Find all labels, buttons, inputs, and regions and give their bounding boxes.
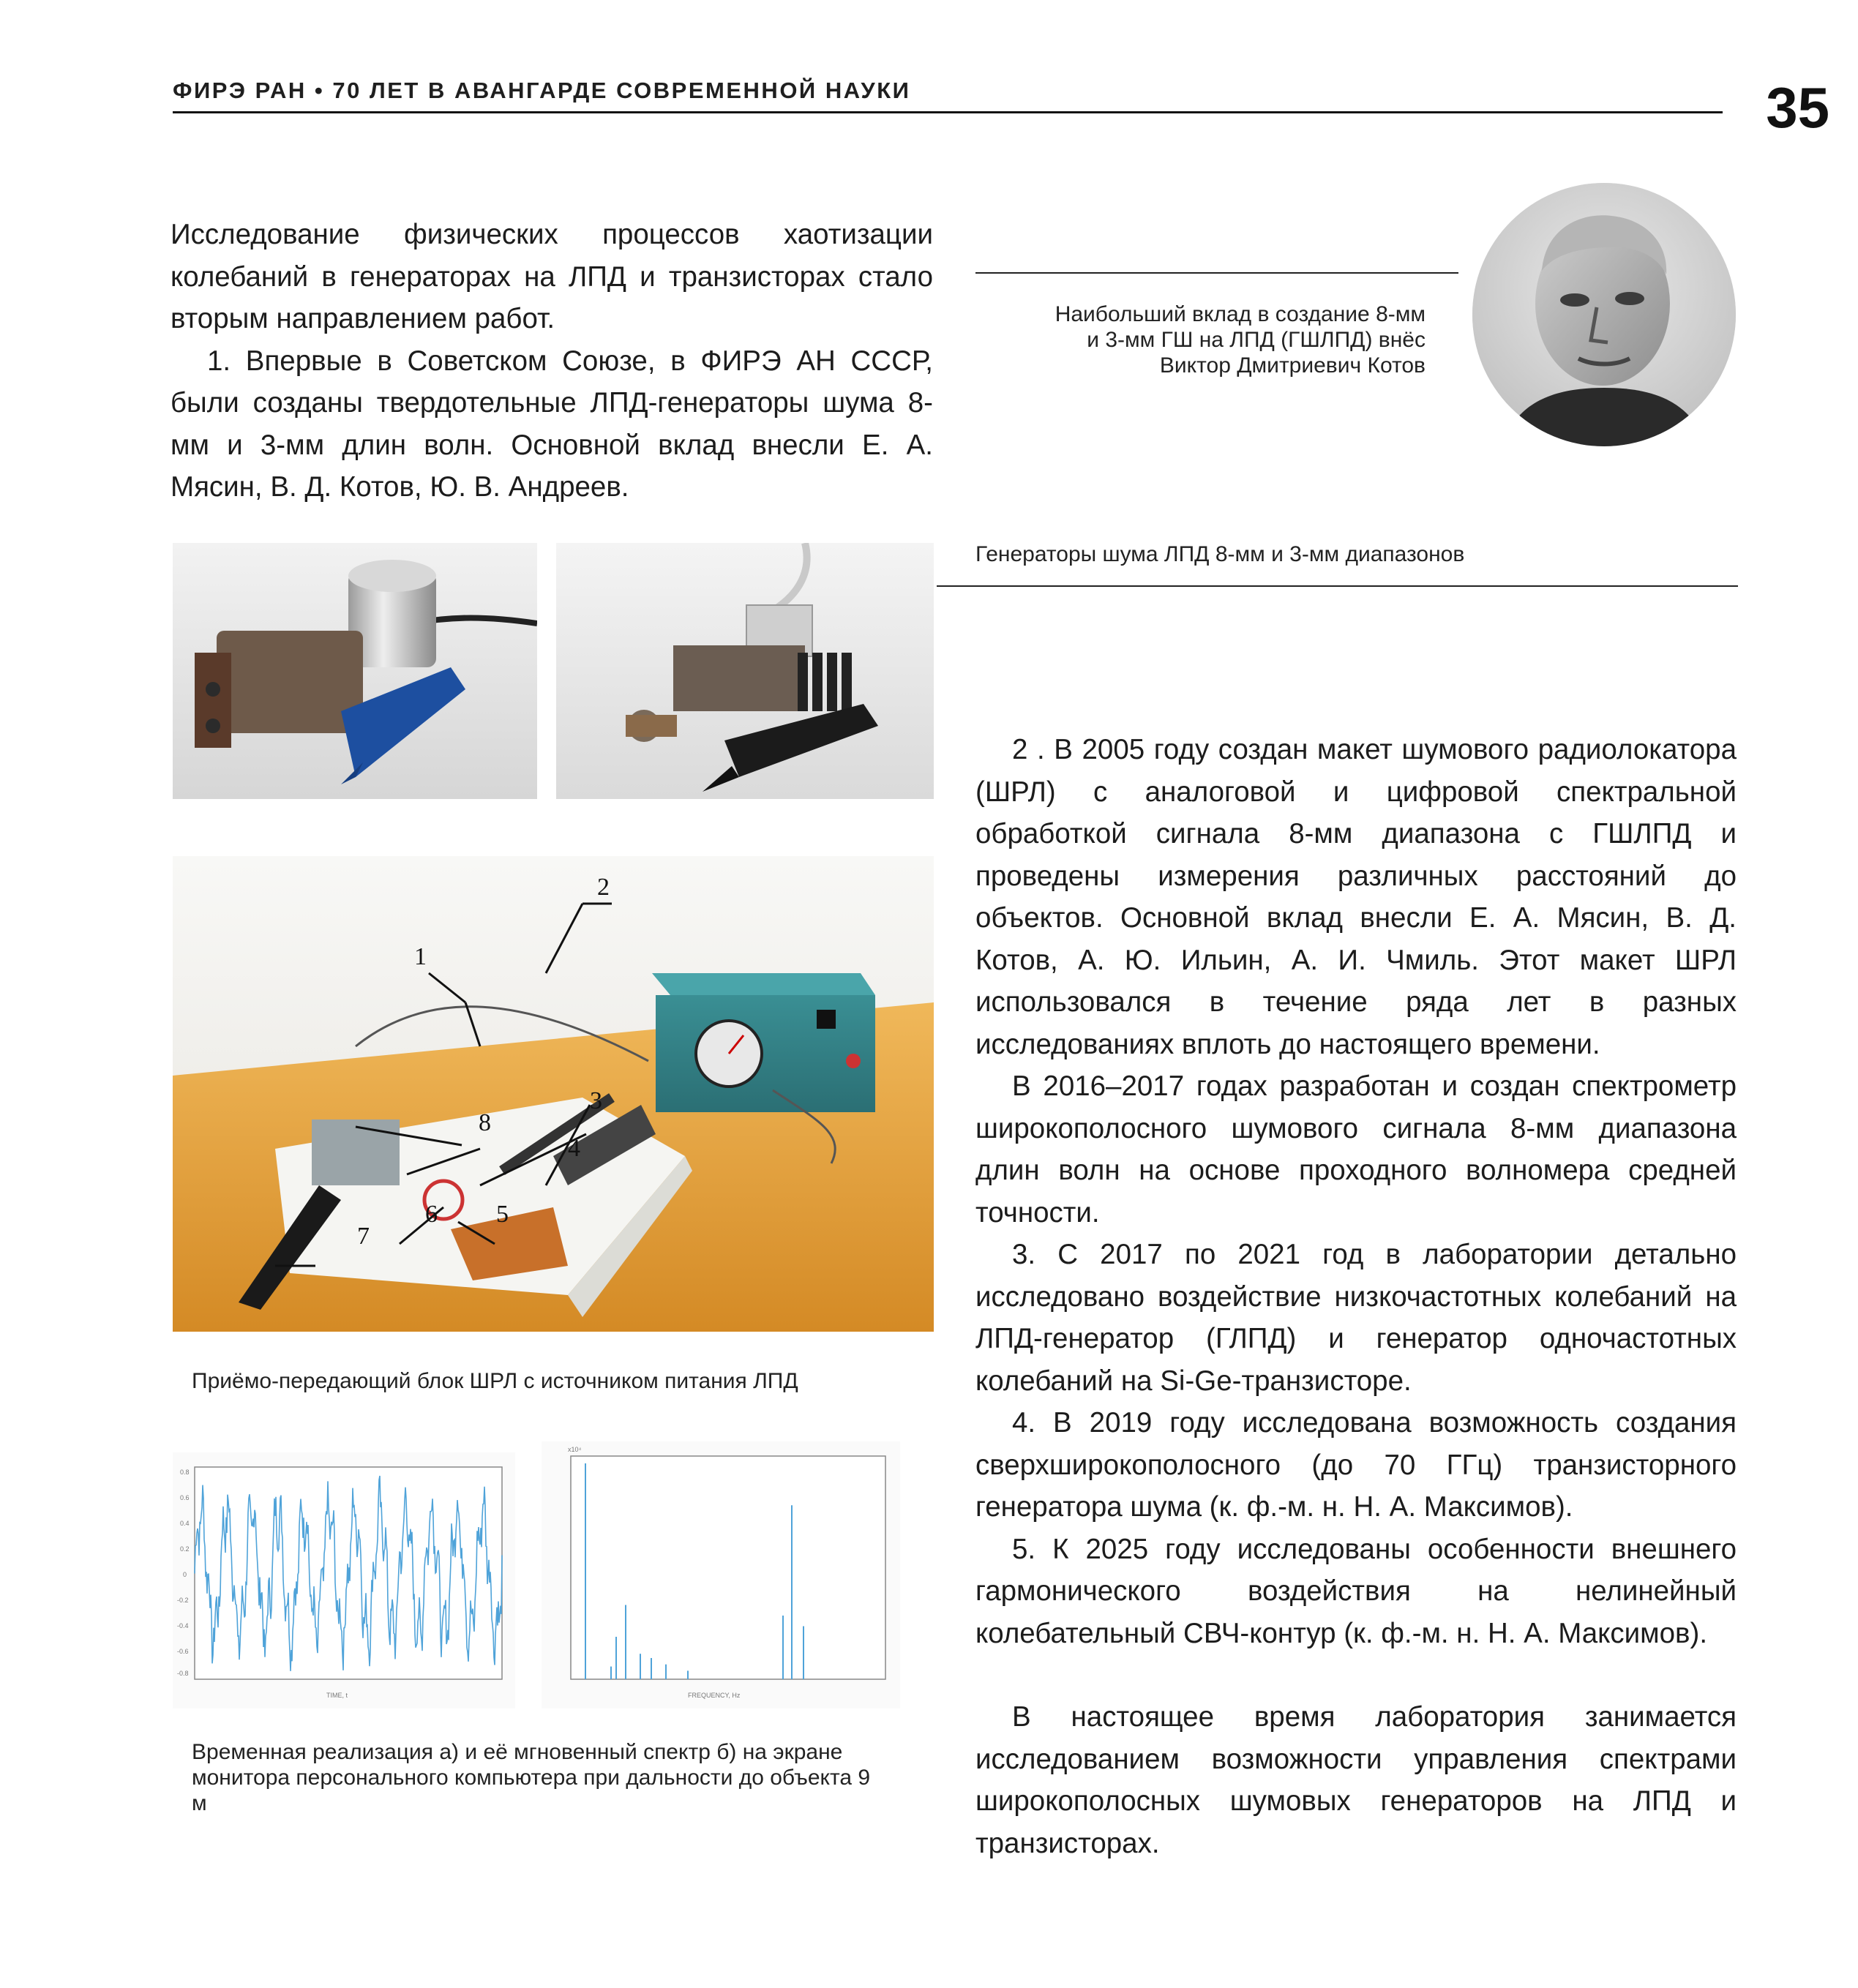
portrait-caption-line: и 3-мм ГШ на ЛПД (ГШЛПД) внёс	[1087, 328, 1426, 352]
portrait-caption-line: Виктор Дмитриевич Котов	[1159, 353, 1426, 378]
intro-paragraph-2: 1. Впервые в Советском Союзе, в ФИРЭ АН СССР, были созданы твердотельные ЛПД-генераторы шума 8-мм и 3-мм длин волн. Основной вклад внесли Е. А. Мясин, В. Д. Котов, Ю. В. Андреев.	[171, 345, 933, 503]
block-label: 5	[496, 1201, 509, 1228]
svg-text:FREQUENCY, Hz: FREQUENCY, Hz	[688, 1692, 741, 1699]
main-text	[975, 729, 1737, 1864]
svg-text:x10⁴: x10⁴	[568, 1446, 582, 1453]
main-paragraph-6: В настоящее время лаборатория занимается исследованием возможности управления спектрами широкополосных шумовых генераторов на ЛПД и транзисторах.	[975, 1701, 1737, 1859]
photo-generator-3mm	[556, 543, 934, 799]
block-label: 6	[425, 1201, 438, 1228]
svg-text:-0.8: -0.8	[177, 1670, 189, 1677]
svg-text:0: 0	[183, 1571, 187, 1578]
svg-text:0.2: 0.2	[180, 1545, 190, 1553]
portrait-caption	[975, 301, 1426, 378]
main-paragraph-5: 5. К 2025 году исследованы особенности внешнего гармонического воздействия на нелинейный колебательный СВЧ-контур (к. ф.-м. н. Н. А. Максимов).	[975, 1533, 1737, 1649]
main-paragraph-3: 3. С 2017 по 2021 год в лаборатории детально исследовано воздействие низкочастотных колебаний на ЛПД-генератор (ГЛПД) и генератор одночастотных колебаний на Si-Ge-транзисторе.	[975, 1239, 1737, 1397]
main-paragraph-1: 2 . В 2005 году создан макет шумового радиолокатора (ШРЛ) с аналоговой и цифровой спектральной обработкой сигнала 8-мм диапазона с ГШЛПД и проведены измерения различных расстояний до объектов. Основной вклад внесли Е. А. Мясин, В. Д. Котов, А. Ю. Ильин, А. И. Чмиль. Этот макет ШРЛ использовался в течение ряда лет в разных исследованиях вплоть до настоящего времени.	[975, 734, 1737, 1060]
svg-text:-0.2: -0.2	[177, 1597, 189, 1604]
intro-paragraph-1: Исследование физических процессов хаотизации колебаний в генераторах на ЛПД и транзисторах стало вторым направлением работ.	[171, 219, 933, 334]
svg-text:0.8: 0.8	[180, 1469, 190, 1476]
portrait-caption-rule	[975, 272, 1458, 274]
block-label: 8	[479, 1109, 491, 1136]
block-label: 7	[357, 1223, 370, 1250]
portrait-caption-line: Наибольший вклад в создание 8-мм	[1055, 302, 1426, 326]
svg-text:-0.4: -0.4	[177, 1622, 189, 1629]
block-label: 2	[597, 874, 610, 901]
block-label: 1	[414, 943, 427, 970]
generators-caption: Генераторы шума ЛПД 8-мм и 3-мм диапазонов	[975, 542, 1465, 566]
photo-transceiver-block	[173, 856, 934, 1332]
photo-generator-8mm	[173, 543, 537, 799]
intro-text	[171, 214, 933, 509]
plot-spectrum	[542, 1441, 900, 1708]
svg-text:TIME, t: TIME, t	[326, 1692, 348, 1699]
svg-text:-0.6: -0.6	[177, 1648, 189, 1655]
portrait-photo	[1472, 183, 1736, 446]
main-paragraph-2: В 2016–2017 годах разработан и создан спектрометр широкополосного шумового сигнала 8-мм диапазона длин волн на основе проходного волномера средней точности.	[975, 1070, 1737, 1229]
generators-caption-rule	[937, 585, 1738, 587]
block-caption: Приёмо-передающий блок ШРЛ с источником питания ЛПД	[192, 1369, 798, 1393]
block-label: 4	[568, 1135, 580, 1162]
running-head: ФИРЭ РАН • 70 ЛЕТ В АВАНГАРДЕ СОВРЕМЕННОЙ НАУКИ	[173, 78, 911, 103]
plot-time-realization	[173, 1452, 515, 1708]
page-number: 35	[1766, 75, 1829, 140]
main-paragraph-4: 4. В 2019 году исследована возможность создания сверхширокополосного (до 70 ГГц) транзисторного генератора шума (к. ф.-м. н. Н. А. Максимов).	[975, 1407, 1737, 1523]
block-label: 3	[590, 1087, 602, 1114]
svg-text:0.4: 0.4	[180, 1520, 190, 1527]
spectrum-caption: Временная реализация а) и её мгновенный спектр б) на экране монитора персонального компьютера при дальности до объекта 9 м	[192, 1740, 871, 1815]
header-rule	[173, 111, 1723, 113]
svg-text:0.6: 0.6	[180, 1494, 190, 1501]
